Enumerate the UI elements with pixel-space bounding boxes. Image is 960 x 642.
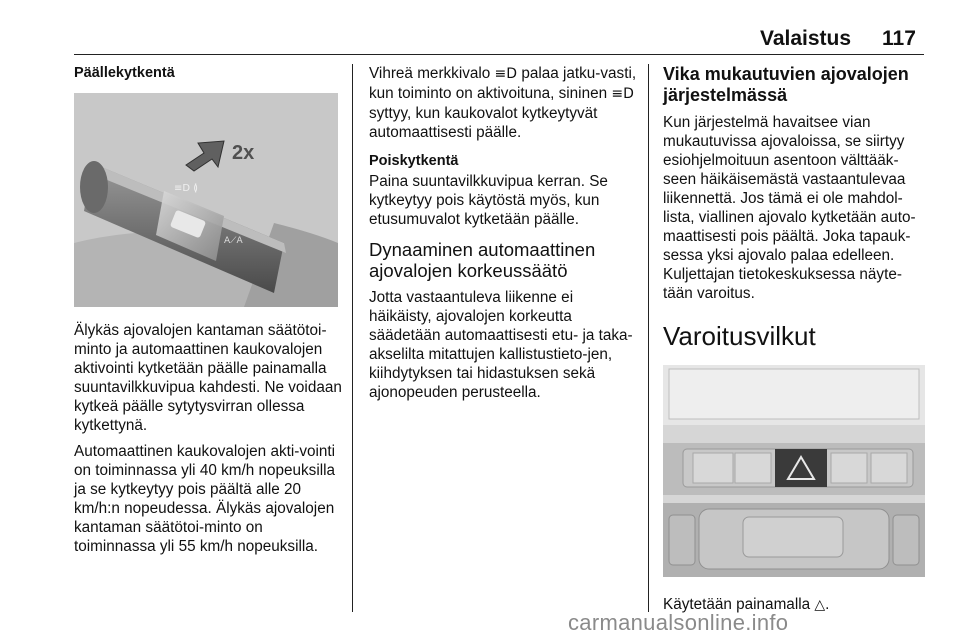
stalk-figure bbox=[74, 93, 338, 307]
svg-text:A⟋A: A⟋A bbox=[224, 236, 243, 246]
paragraph: Kun järjestelmä havaitsee vian mukautuvissa ajovaloissa, se siirtyy esiohjelmoituun asentoon välttääk-seen häikäisemästä vastaantulevaa liikennettä. Jos tämä ei ole mahdol-lista, viallinen ajovalo kytketään auto-maattisesti pois päältä. Joka tapauk-sessa yksi ajovalo palaa edelleen. Kuljettajan tietokeskuksessa näyte-tään varoitus. bbox=[663, 114, 916, 302]
paragraph: Älykäs ajovalojen kantaman säätötoi-minto ja automaattinen kaukovalojen aktivointi kytketään päälle painamalla suuntavilkkuvipua kahdesti. Ne voidaan kytkeä päälle sytytysvirran ollessa kytkettynä. bbox=[74, 322, 342, 434]
section-heading-fault: Vika mukautuvien ajovalojen järjestelmässä bbox=[663, 64, 909, 105]
column-3 bbox=[663, 64, 925, 622]
figure-label: 2x bbox=[232, 142, 255, 164]
section-heading-switch-on: Päällekytkentä bbox=[74, 65, 175, 81]
high-beam-icon: ≡D bbox=[611, 86, 634, 102]
section-title-hazard: Varoitusvilkut bbox=[663, 321, 816, 351]
paragraph: Automaattinen kaukovalojen akti-vointi on toiminnassa yli 40 km/h nopeuksilla ja se kytkeytyy pois päältä alle 20 km/h:n nopeudessa. Älykäs ajovalojen kantaman säätötoi-minto on toiminnassa yli 55 km/h nopeuksilla. bbox=[74, 443, 336, 555]
section-heading-dynamic-leveling: Dynaaminen automaattinen ajovalojen korkeussäätö bbox=[369, 239, 596, 281]
watermark[interactable]: carmanualsonline.info bbox=[568, 610, 789, 635]
paragraph: Paina suuntavilkkuvipua kerran. Se kytkeytyy pois käytöstä myös, kun etusumuvalot kytketään päälle. bbox=[369, 173, 608, 228]
hazard-switch-figure bbox=[663, 365, 925, 577]
svg-text:≡D ≬: ≡D ≬ bbox=[174, 183, 198, 194]
hazard-warning-icon: △ bbox=[814, 597, 826, 613]
section-heading-switch-off: Poiskytkentä bbox=[369, 153, 459, 169]
auto-high-beam-icon: ≡D bbox=[494, 66, 518, 82]
column-2 bbox=[369, 64, 637, 409]
caption: Käytetään painamalla △. bbox=[663, 596, 830, 613]
column-1 bbox=[74, 64, 344, 563]
paragraph-indicator: Vihreä merkkivalo ≡D palaa jatku-vasti, kun toiminto on aktivoituna, sininen ≡D syttyy, kun kaukovalot kytkeytyvät automaattisesti päälle. bbox=[369, 65, 637, 141]
column-divider bbox=[648, 64, 649, 612]
running-header-title: Valaistus bbox=[760, 27, 852, 50]
column-divider bbox=[352, 64, 353, 612]
page-number: 117 bbox=[882, 27, 916, 50]
paragraph: Jotta vastaantuleva liikenne ei häikäisty, ajovalojen korkeutta säädetään automaattisesti etu- ja taka-akselilta mitattujen kallistustieto-jen, kiihdytyksen tai hidastuksen sekä ajonopeuden perusteella. bbox=[369, 289, 633, 401]
header-divider bbox=[74, 54, 924, 55]
